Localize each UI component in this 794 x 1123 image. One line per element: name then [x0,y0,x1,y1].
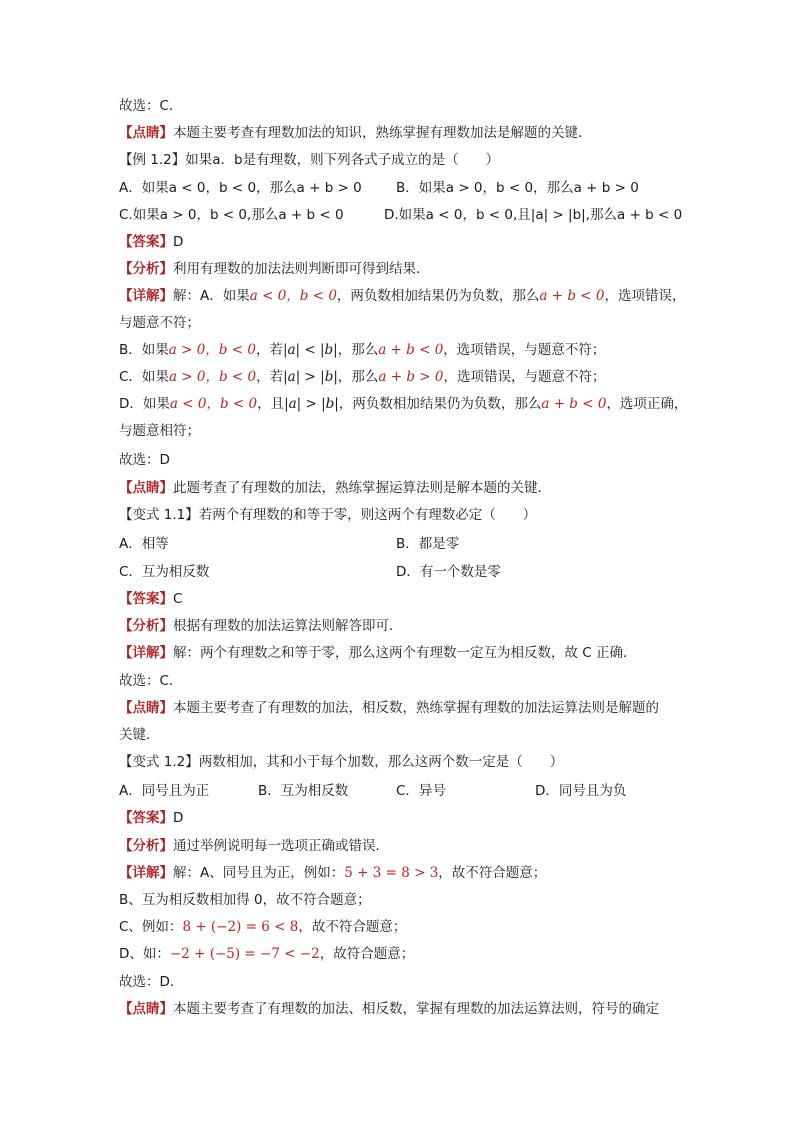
example-label: 【例 1.2】 [119,152,186,168]
math-expression: |a| < |b| [282,342,338,358]
example-question: 如果a．b是有理数，则下列各式子成立的是（ ） [185,152,500,168]
option-d: D.如果a < 0，b < 0,且|a| > |b|,那么a + b < 0 [384,207,683,223]
text-line: 故选：C． [119,98,183,114]
text-line: 故选：D [119,452,170,468]
label-answer: 【答案】 [119,234,173,250]
detail-text: ，故不符合题意； [298,919,407,935]
option-b: B．如果a > 0，b < 0，那么a + b > 0 [396,180,639,196]
detail-line [119,367,605,387]
label-answer: 【答案】 [119,591,173,607]
detail-text: ，那么 [337,342,379,358]
detail-text: ，选项错误，与题意不符； [443,342,606,358]
detail-text: 解：A．如果 [173,288,250,304]
answer-line [119,808,183,828]
detail-text: ，选项错误， [604,288,686,304]
option-a: A．如果a < 0，b < 0，那么a + b > 0 [119,180,362,196]
math-expression: 8 + (−2) = 6 < 8 [182,919,299,935]
math-expression: a > 0，b < 0 [168,369,257,385]
text-line: 故选：D． [119,974,184,990]
detail-text: ，故符合题意； [319,946,415,962]
answer-value: D [173,810,184,826]
variant-heading [119,752,563,772]
math-expression: 5 + 3 = 8 > 3 [344,865,439,881]
answer-line [119,232,183,252]
answer-value: C [173,591,183,607]
comment-text: 此题考查了有理数的加法，熟练掌握运算法则是解本题的关键． [173,480,551,496]
detail-text: ，且 [257,396,285,412]
variant-label: 【变式 1.1】 [119,507,199,523]
detail-text: C、例如： [119,919,183,935]
text-line: 关键． [119,727,160,743]
detail-line [119,643,637,663]
detail-line [119,917,406,937]
detail-text: ，若 [255,342,283,358]
math-expression: |a| > |b| [284,396,339,412]
math-expression: a + b > 0 [378,369,444,385]
detail-line [119,340,605,360]
label-detail: 【详解】 [119,865,173,881]
label-analysis: 【分析】 [119,618,173,634]
analysis-text: 根据有理数的加法运算法则解答即可． [173,618,403,634]
option-d: D．同号且为负 [535,783,627,799]
label-analysis: 【分析】 [119,838,173,854]
option-a: A．同号且为正 [119,783,210,799]
math-expression: a + b < 0 [541,396,607,412]
analysis-text: 通过举例说明每一选项正确或错误． [173,838,389,854]
text-line: 故选：C． [119,673,183,689]
option-b: B．互为相反数 [258,783,349,799]
option-c: C．互为相反数 [119,564,210,580]
math-expression: a > 0，b < 0 [168,342,256,358]
detail-text: D．如果 [119,396,170,412]
comment-text: 本题主要考查了有理数的加法、相反数，掌握有理数的加法运算法则，符号的确定 [173,1001,659,1017]
variant-question: 两数相加，其和小于每个加数，那么这两个数一定是（ ） [198,754,564,770]
math-expression: a + b < 0 [378,342,444,358]
analysis-line [119,259,430,279]
detail-text: C．如果 [119,369,169,385]
detail-text: ，两负数相加结果仍为负数，那么 [336,288,540,304]
detail-text: 解：A、同号且为正，例如： [173,865,345,881]
detail-text: D、如： [119,946,170,962]
math-expression: a < 0，b < 0 [249,288,337,304]
detail-line [119,394,687,414]
label-detail: 【详解】 [119,288,173,304]
example-heading [119,150,499,170]
detail-text: ，若 [256,369,284,385]
math-expression: a < 0，b < 0 [169,396,258,412]
answer-value: D [173,234,184,250]
label-analysis: 【分析】 [119,261,173,277]
variant-label: 【变式 1.2】 [119,754,199,770]
text-line: 与题意相符； [119,423,200,439]
analysis-text: 利用有理数的加法法则判断即可得到结果． [173,261,430,277]
detail-text: ，两负数相加结果仍为负数，那么 [338,396,542,412]
detail-line [119,944,414,964]
label-dianjing: 【点睛】 [119,1001,173,1017]
variant-question: 若两个有理数的和等于零，则这两个有理数必定（ ） [198,507,537,523]
label-answer: 【答案】 [119,810,173,826]
comment-text: 本题主要考查有理数加法的知识，熟练掌握有理数加法是解题的关键． [173,125,592,141]
comment-line [119,698,659,718]
comment-line [119,478,551,498]
math-expression: |a| > |b| [283,369,338,385]
option-b: B．都是零 [396,536,460,552]
label-dianjing: 【点睛】 [119,125,173,141]
math-expression: a + b < 0 [539,288,605,304]
text-line: 与题意不符； [119,315,200,331]
detail-text: ，选项错误，与题意不符； [443,369,606,385]
detail-text: 解：两个有理数之和等于零，那么这两个有理数一定互为相反数，故 C 正确． [173,645,637,661]
label-dianjing: 【点睛】 [119,480,173,496]
detail-text: ，故不符合题意； [438,865,547,881]
variant-heading [119,505,536,525]
option-d: D．有一个数是零 [396,564,501,580]
analysis-line [119,836,389,856]
label-dianjing: 【点睛】 [119,700,173,716]
detail-line [119,863,546,883]
detail-text: ，选项正确， [606,396,688,412]
answer-line [119,589,182,609]
option-c: C．异号 [396,783,446,799]
detail-line [119,286,686,306]
label-detail: 【详解】 [119,645,173,661]
detail-text: ，那么 [337,369,379,385]
option-a: A．相等 [119,536,169,552]
analysis-line [119,616,403,636]
comment-line [119,123,592,143]
comment-text: 本题主要考查了有理数的加法，相反数，熟练掌握有理数的加法运算法则是解题的 [173,700,659,716]
text-line: B、互为相反数相加得 0，故不符合题意； [119,892,371,908]
detail-text: B．如果 [119,342,169,358]
math-expression: −2 + (−5) = −7 < −2 [169,946,320,962]
comment-line [119,999,659,1019]
option-c: C.如果a > 0，b < 0,那么a + b < 0 [119,207,344,223]
